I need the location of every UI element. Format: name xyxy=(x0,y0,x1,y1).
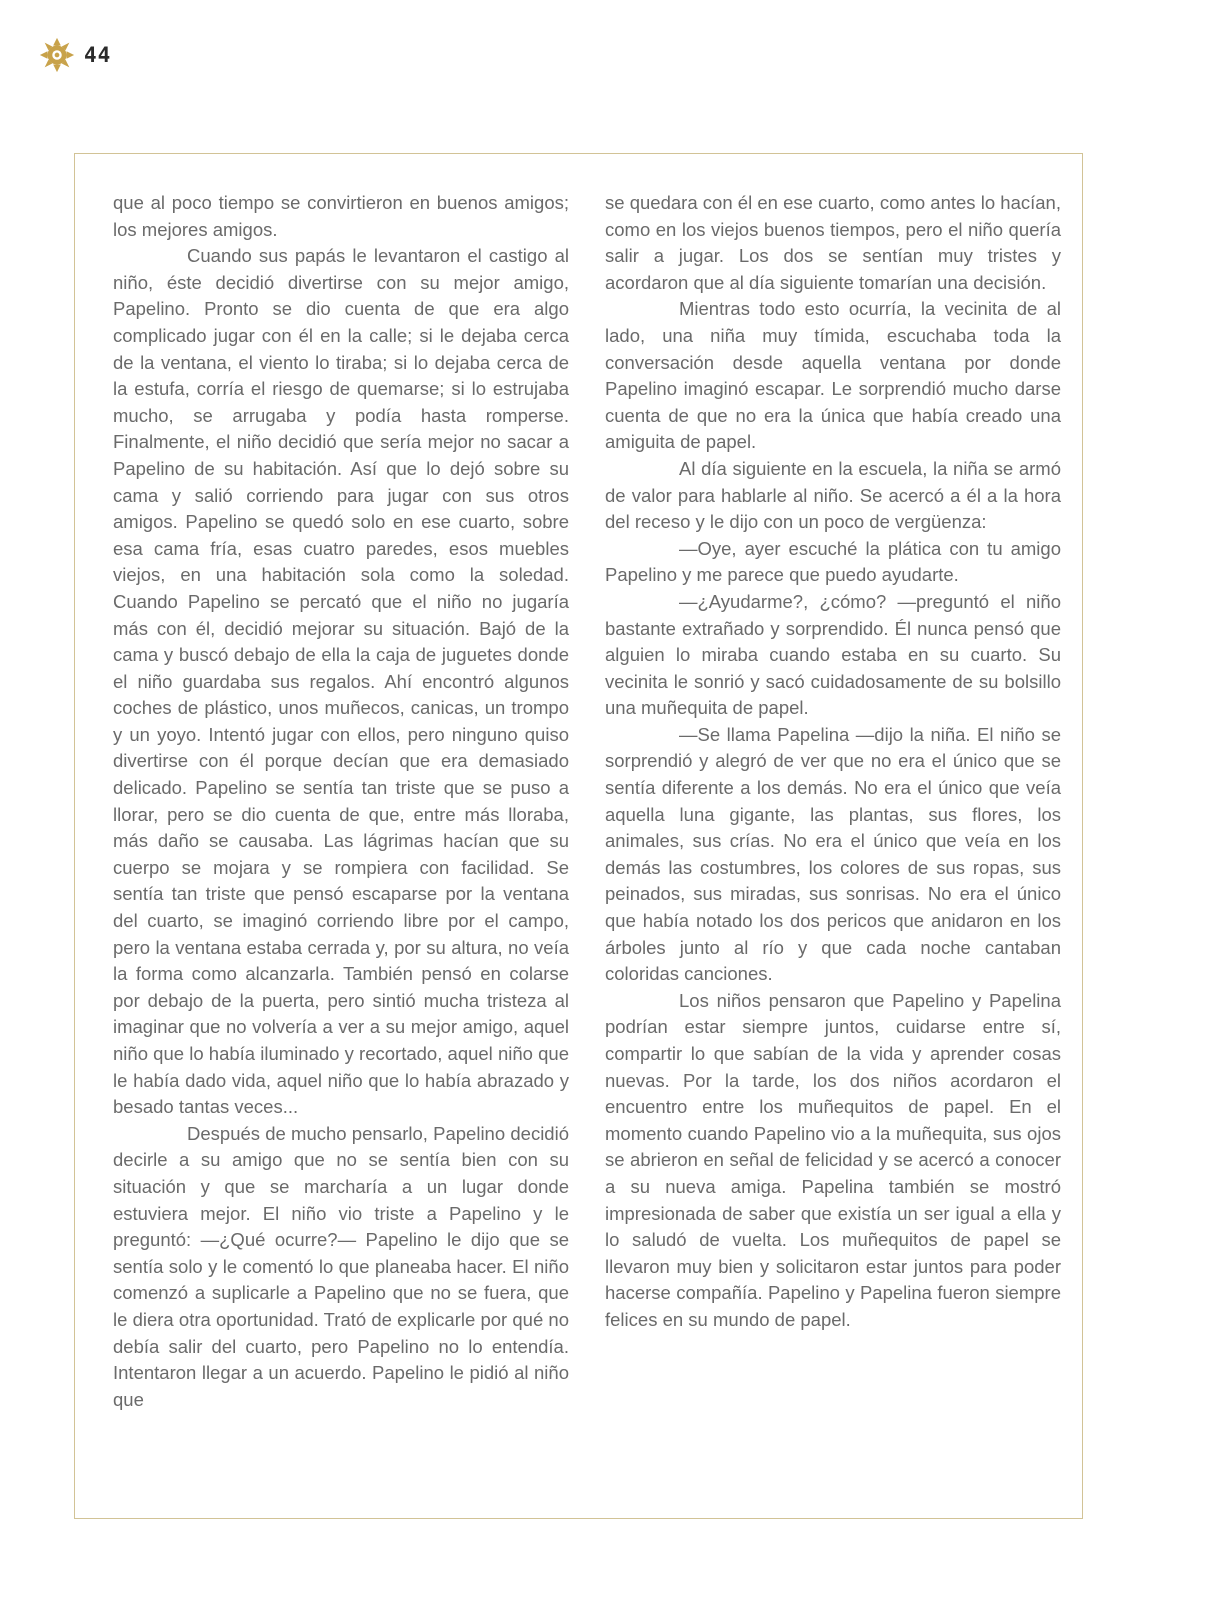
right-text-column xyxy=(605,190,1061,1334)
page-header xyxy=(38,36,111,74)
paragraph: Cuando sus papás le levantaron el castigo al niño, éste decidió divertirse con su mejor amigo, Papelino. Pronto se dio cuenta de que era algo complicado jugar con él en la calle; si le dejaba cerca de la ventana, el viento lo tiraba; si lo dejaba cerca de la estufa, corría el riesgo de quemarse; si lo estrujaba mucho, se arrugaba y podía hasta romperse. Finalmente, el niño decidió que sería mejor no sacar a Papelino de su habitación. Así que lo dejó sobre su cama y salió corriendo para jugar con sus otros amigos. Papelino se quedó solo en ese cuarto, sobre esa cama fría, esas cuatro paredes, esos muebles viejos, en una habitación sola como la soledad. Cuando Papelino se percató que el niño no jugaría más con él, decidió mejorar su situación. Bajó de la cama y buscó debajo de ella la caja de juguetes donde el niño guardaba sus regalos. Ahí encontró algunos coches de plástico, unos muñecos, canicas, un trompo y un yoyo. Intentó jugar con ellos, pero ninguno quiso divertirse con él porque decían que era demasiado delicado. Papelino se sentía tan triste que se puso a llorar, pero se dio cuenta de que, entre más lloraba, más daño se causaba. Las lágrimas hacían que su cuerpo se mojara y se rompiera con facilidad. Se sentía tan triste que pensó escaparse por la ventana del cuarto, se imaginó corriendo libre por el campo, pero la ventana estaba cerrada y, por su altura, no veía la forma como alcanzarla. También pensó en colarse por debajo de la puerta, pero sintió mucha tristeza al imaginar que no volvería a ver a su mejor amigo, aquel niño que lo había iluminado y recortado, aquel niño que le había dado vida, aquel niño que lo había abrazado y besado tantas veces... xyxy=(113,245,569,1118)
page-number: 44 xyxy=(84,43,112,67)
paragraph: —¿Ayudarme?, ¿cómo? —preguntó el niño bastante extrañado y sorprendido. Él nunca pensó que alguien lo miraba cuando estaba en su cuarto. Su vecinita le sonrió y sacó cuidadosamente de su bolsillo una muñequita de papel. xyxy=(605,590,1061,719)
paragraph: que al poco tiempo se convirtieron en buenos amigos; los mejores amigos. xyxy=(113,192,569,240)
paragraph: se quedara con él en ese cuarto, como antes lo hacían, como en los viejos buenos tiempos, pero el niño quería salir a jugar. Los dos se sentían muy tristes y acordaron que al día siguiente tomarían una decisión. xyxy=(605,192,1061,293)
left-text-column xyxy=(113,190,569,1413)
paragraph: Al día siguiente en la escuela, la niña se armó de valor para hablarle al niño. Se acercó a él a la hora del receso y le dijo con un poco de vergüenza: xyxy=(605,457,1061,533)
story-frame xyxy=(74,153,1083,1519)
paragraph: —Se llama Papelina —dijo la niña. El niño se sorprendió y alegró de ver que no era el único que se sentía diferente a los demás. No era el único que veía aquella luna gigante, las plantas, sus flores, los animales, sus crías. No era el único que veía en los demás las costumbres, los colores de sus ropas, sus peinados, sus miradas, sus sonrisas. No era el único que había notado los dos pericos que anidaron en los árboles junto al río y que cada noche cantaban coloridas canciones. xyxy=(605,723,1061,985)
paragraph: Mientras todo esto ocurría, la vecinita de al lado, una niña muy tímida, escuchaba toda la conversación desde aquella ventana por donde Papelino imaginó escapar. Le sorprendió mucho darse cuenta de que no era la única que había creado una amiguita de papel. xyxy=(605,298,1061,453)
gold-ornament-icon xyxy=(38,36,76,74)
paragraph: Los niños pensaron que Papelino y Papelina podrían estar siempre juntos, cuidarse entre sí, compartir lo que sabían de la vida y aprender cosas nuevas. Por la tarde, los dos niños acordaron el encuentro entre los muñequitos de papel. En el momento cuando Papelino vio a la muñequita, sus ojos se abrieron en señal de felicidad y se acercó a conocer a su nueva amiga. Papelina también se mostró impresionada de saber que existía un ser igual a ella y lo saludó de vuelta. Los muñequitos de papel se llevaron muy bien y solicitaron estar juntos para poder hacerse compañía. Papelino y Papelina fueron siempre felices en su mundo de papel. xyxy=(605,989,1061,1330)
paragraph: Después de mucho pensarlo, Papelino decidió decirle a su amigo que no se sentía bien con su situación y que se marcharía a un lugar donde estuviera mejor. El niño vio triste a Papelino y le preguntó: —¿Qué ocurre?— Papelino le dijo que se sentía solo y le comentó lo que planeaba hacer. El niño comenzó a suplicarle a Papelino que no se fuera, que le diera otra oportunidad. Trató de explicarle por qué no debía salir del cuarto, pero Papelino no lo entendía. Intentaron llegar a un acuerdo. Papelino le pidió al niño que xyxy=(113,1122,569,1410)
paragraph: —Oye, ayer escuché la plática con tu amigo Papelino y me parece que puedo ayudarte. xyxy=(605,537,1061,586)
